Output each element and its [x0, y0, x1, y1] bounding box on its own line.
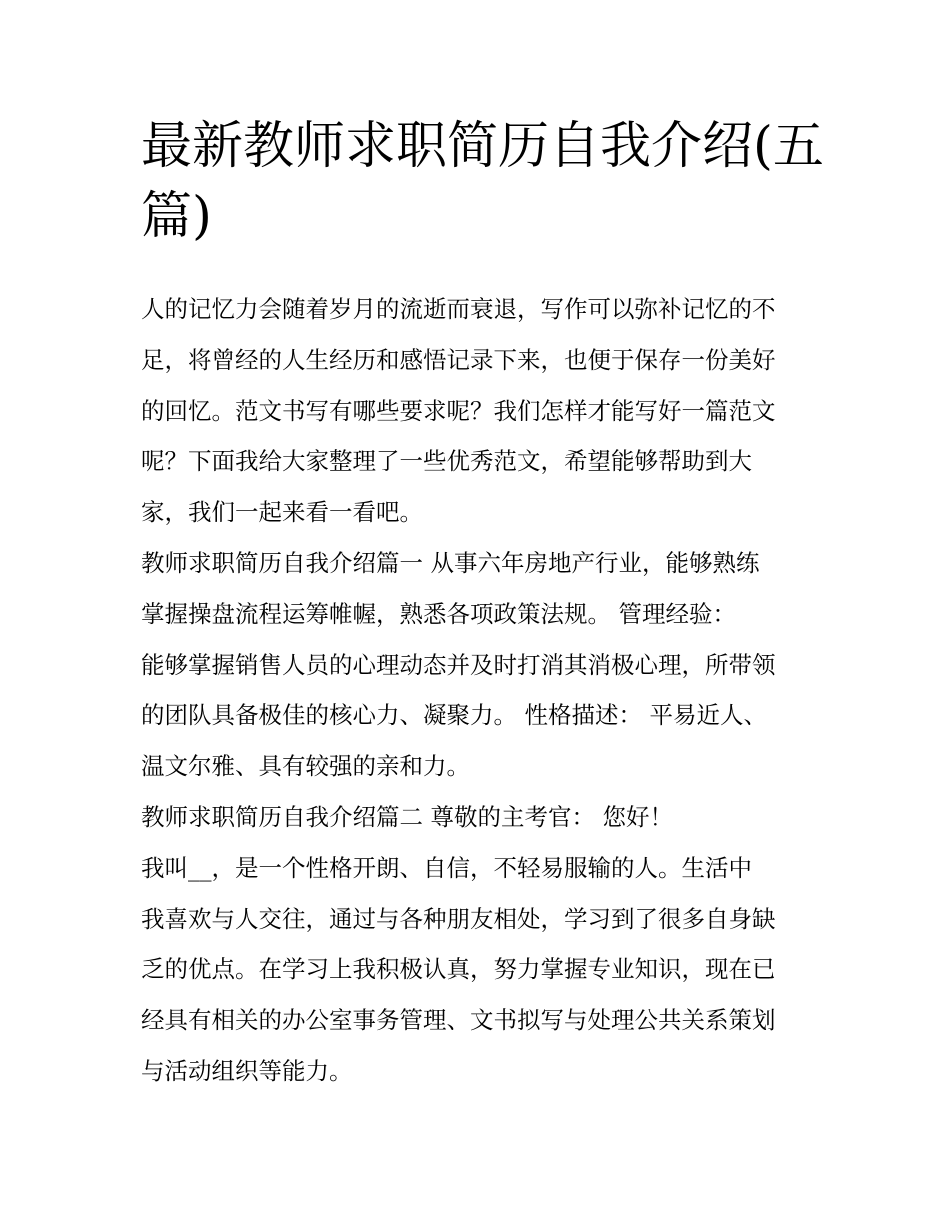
- body-line: 呢？下面我给大家整理了一些优秀范文，希望能够帮助到大: [141, 447, 752, 476]
- body-line: 我喜欢与人交往，通过与各种朋友相处，学习到了很多自身缺: [141, 904, 776, 933]
- body-line: 教师求职简历自我介绍篇二 尊敬的主考官： 您好！: [141, 802, 673, 831]
- body-line: 经具有相关的办公室事务管理、文书拟写与处理公共关系策划: [141, 1006, 776, 1035]
- body-line: 家，我们一起来看一看吧。: [141, 498, 423, 527]
- body-line: 乏的优点。在学习上我积极认真，努力掌握专业知识，现在已: [141, 955, 776, 984]
- document-body: [141, 284, 813, 1097]
- body-line: 我叫__，是一个性格开朗、自信，不轻易服输的人。生活中: [141, 853, 752, 882]
- body-line: 能够掌握销售人员的心理动态并及时打消其消极心理，所带领: [141, 650, 776, 679]
- document-content: [141, 112, 824, 1097]
- title-line: 最新教师求职简历自我介绍(五: [141, 117, 824, 176]
- body-line: 温文尔雅、具有较强的亲和力。: [141, 752, 470, 781]
- title-line: 篇): [141, 187, 212, 246]
- body-line: 的回忆。范文书写有哪些要求呢？我们怎样才能写好一篇范文: [141, 396, 776, 425]
- body-line: 人的记忆力会随着岁月的流逝而衰退，写作可以弥补记忆的不: [141, 295, 776, 323]
- body-line: 与活动组织等能力。: [141, 1056, 353, 1085]
- body-line: 的团队具备极佳的核心力、凝聚力。 性格描述： 平易近人、: [141, 701, 767, 730]
- body-line: 教师求职简历自我介绍篇一 从事六年房地产行业，能够熟练: [141, 548, 760, 577]
- document-title: [141, 112, 824, 252]
- body-line: 足，将曾经的人生经历和感悟记录下来，也便于保存一份美好: [141, 345, 776, 374]
- body-line: 掌握操盘流程运筹帷幄，熟悉各项政策法规。 管理经验：: [141, 599, 736, 628]
